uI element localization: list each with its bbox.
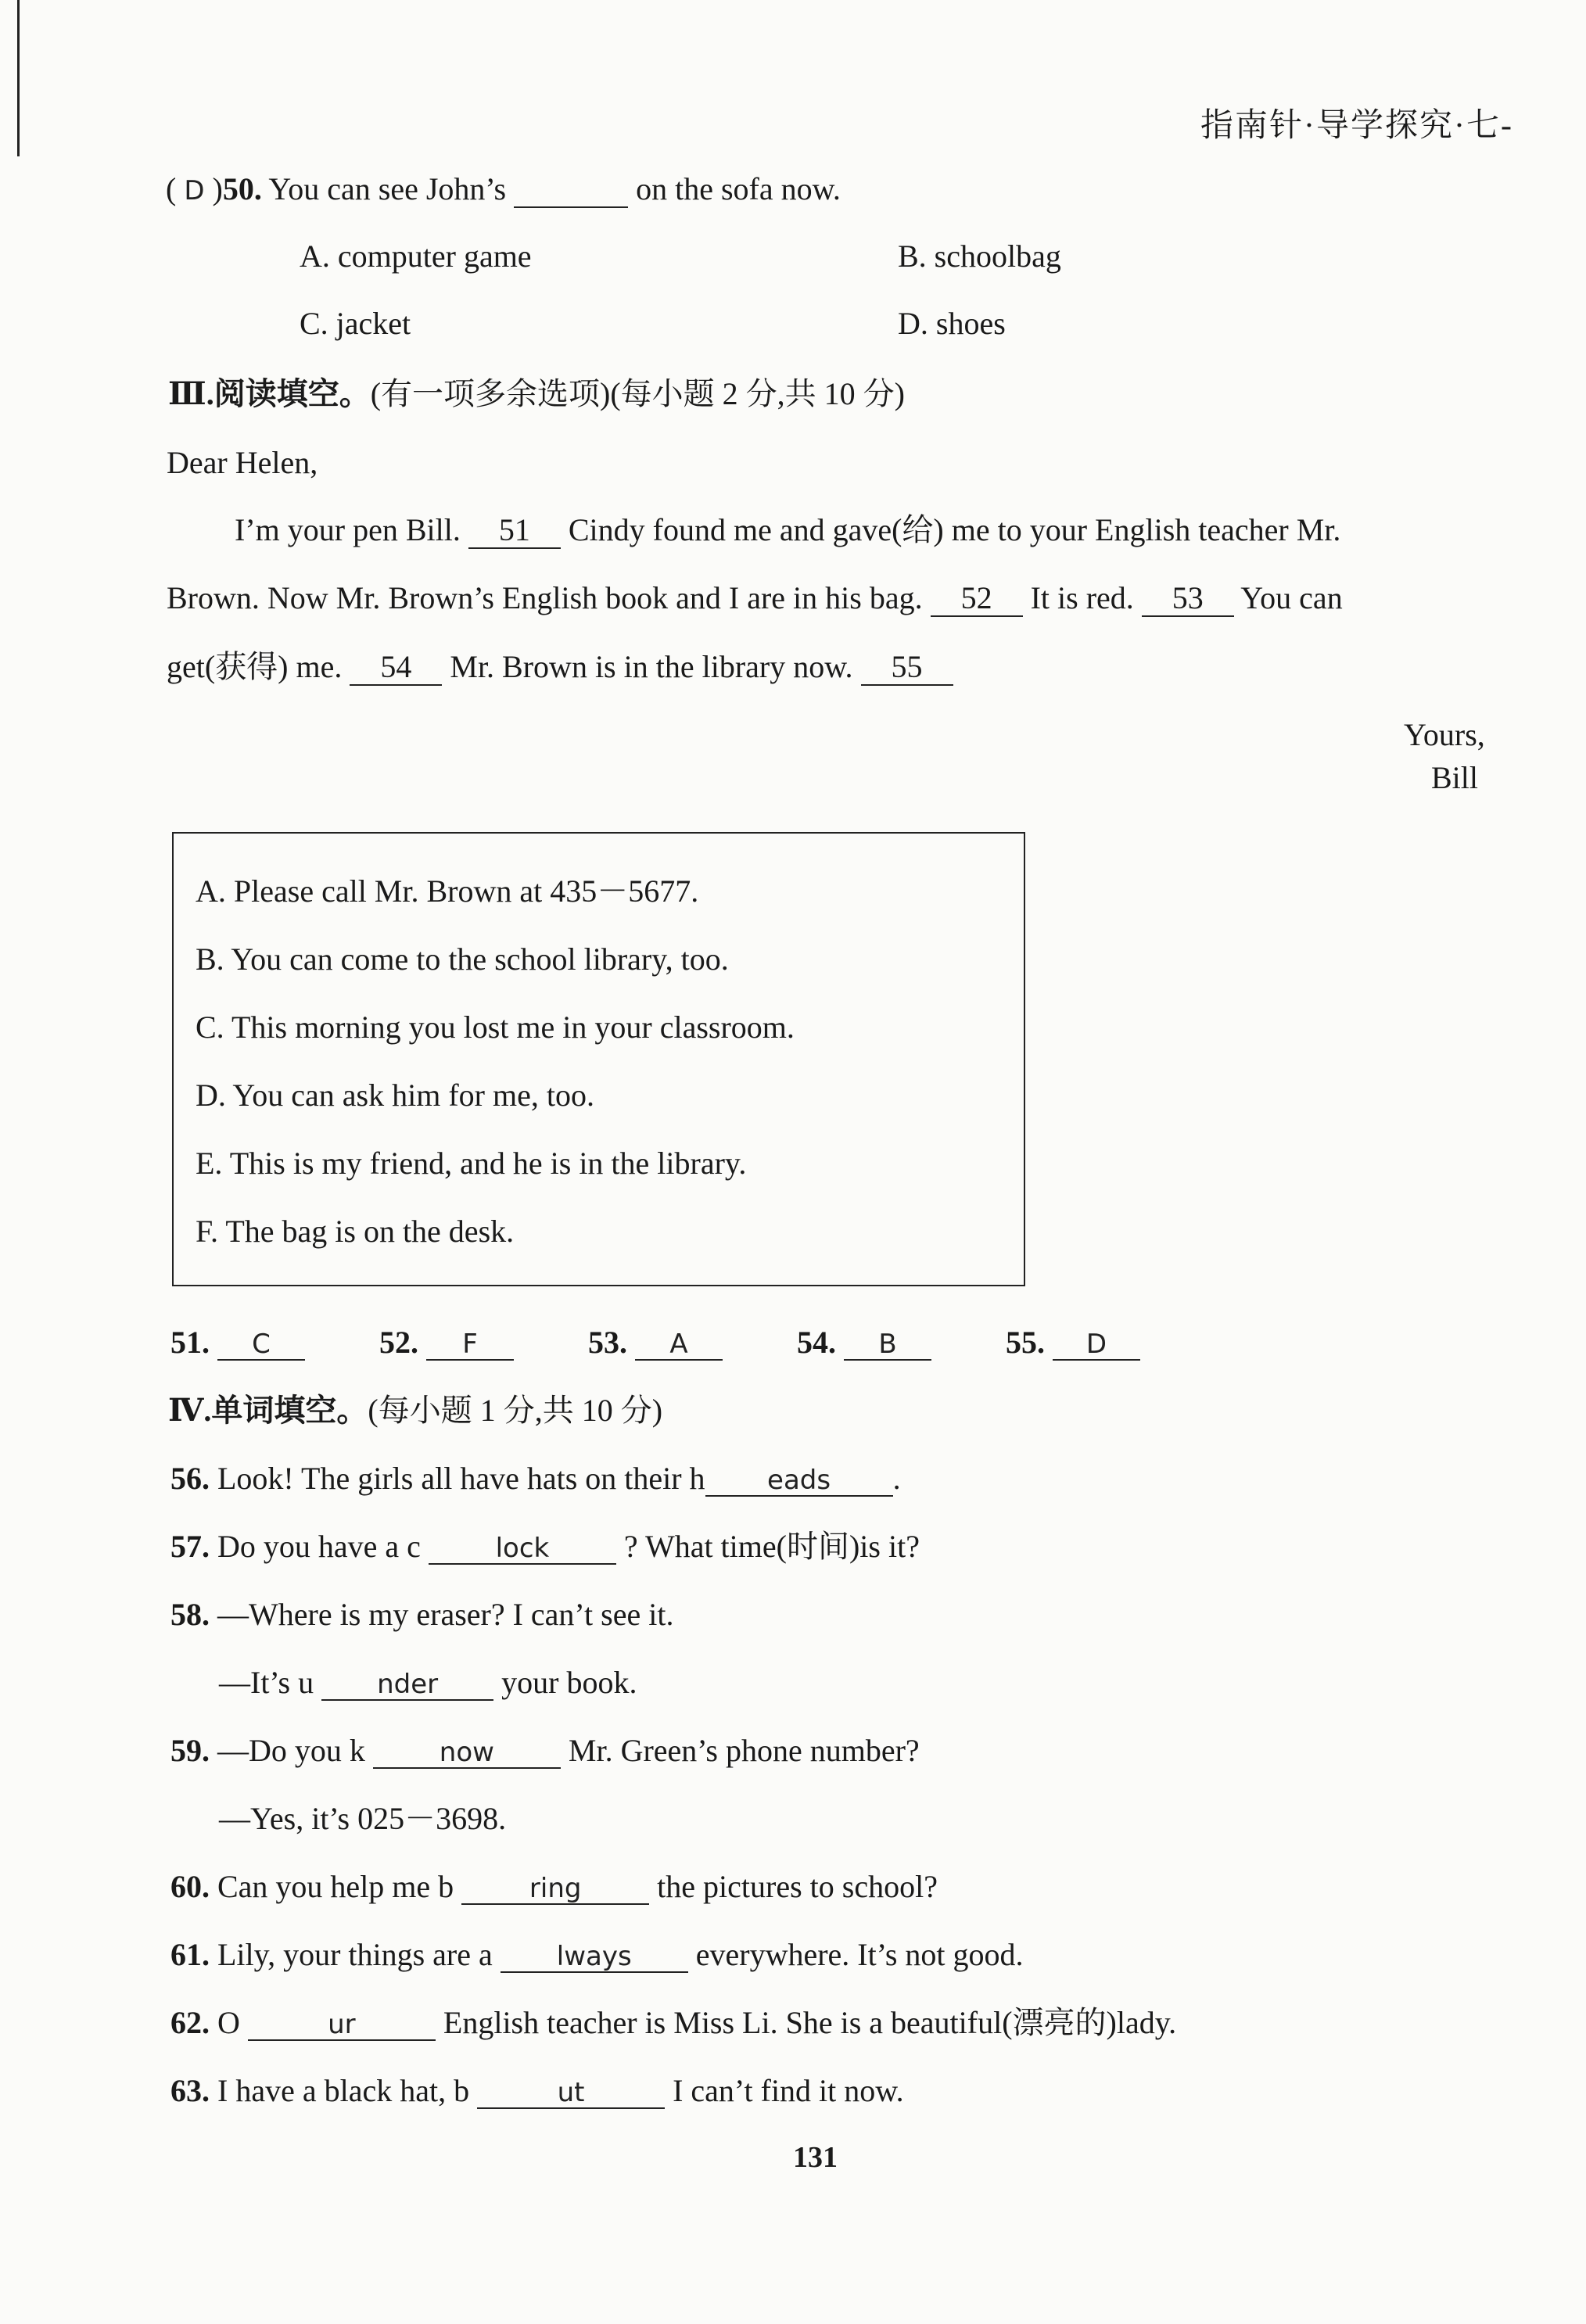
question-text: English teacher is Miss Li. She is a beautiful(漂亮的)lady. [443,2005,1177,2040]
q50-option-a: A. computer game [300,238,532,274]
question-61 [170,1939,1024,1973]
question-text: —Do you k [217,1733,365,1768]
section-4-note: (每小题 1 分,共 10 分) [368,1393,663,1428]
blank-54: 54 [350,651,442,686]
section-3-heading [168,378,905,410]
question-text: Do you have a c [217,1529,421,1564]
answer-54 [797,1327,931,1361]
question-text: ? What time(时间)is it? [623,1529,920,1564]
section-4-heading [168,1395,662,1426]
binding-rule [17,0,20,156]
question-57 [170,1531,920,1565]
question-58 [170,1599,673,1630]
question-text: . [892,1461,901,1496]
answer-number: 52. [379,1325,418,1360]
page-header: 指南针·导学探究·七- [1200,108,1513,144]
option-a: A. Please call Mr. Brown at 435－5677. [196,873,699,909]
fill-blank: nder [321,1671,493,1701]
answer-number: 51. [170,1325,210,1360]
question-number: 50. [222,171,262,206]
letter-text: I’m your pen Bill. [235,512,461,547]
answer-55 [1006,1327,1140,1361]
letter-text: Brown. Now Mr. Brown’s English book and I are in his bag. [167,580,923,615]
letter-line-1 [235,512,1341,549]
answer-52 [379,1327,514,1361]
answer-value: C [217,1331,305,1361]
question-number: 63. [170,2073,210,2108]
fill-blank: ur [248,2011,436,2041]
question-text: everywhere. It’s not good. [695,1937,1024,1972]
question-text: I can’t find it now. [673,2073,904,2108]
answer-number: 53. [588,1325,627,1360]
letter-text: get(获得) me. [167,649,343,684]
option-e: E. This is my friend, and he is in the library. [196,1146,747,1181]
question-text: —It’s u [219,1665,314,1700]
q50-blank [514,174,628,208]
answer-value: A [635,1331,723,1361]
question-62 [170,2007,1176,2041]
blank-52: 52 [931,583,1023,617]
letter-line-3 [167,651,953,686]
letter-greeting: Dear Helen, [167,445,318,480]
question-text: I have a black hat, b [217,2073,470,2108]
question-number: 60. [170,1869,210,1904]
fill-blank: eads [705,1467,893,1497]
option-d: D. You can ask him for me, too. [196,1078,594,1113]
question-text: Mr. Green’s phone number? [568,1733,920,1768]
answer-number: 55. [1006,1325,1045,1360]
fill-blank: ut [477,2079,665,2109]
answer-53 [588,1327,723,1361]
letter-closing: Yours, [1404,717,1485,752]
question-63 [170,2075,904,2109]
question-59-reply: —Yes, it’s 025－3698. [219,1801,507,1836]
question-text: Look! The girls all have hats on their h [217,1461,705,1496]
blank-53: 53 [1142,583,1234,617]
blank-55: 55 [861,651,953,686]
question-text: Lily, your things are a [217,1937,493,1972]
question-number: 61. [170,1937,210,1972]
question-60 [170,1871,938,1905]
q50-option-c: C. jacket [300,306,411,341]
fill-blank: now [373,1739,561,1769]
question-number: 59. [170,1733,210,1768]
option-f: F. The bag is on the desk. [196,1214,515,1249]
answer-value: D [1053,1331,1140,1361]
fill-blank: ring [461,1875,649,1905]
answer-value: F [426,1331,514,1361]
option-b: B. You can come to the school library, too. [196,941,729,977]
section-4-title: Ⅳ.单词填空。 [168,1393,368,1428]
letter-text: Cindy found me and gave(给) me to your English teacher Mr. [568,512,1341,547]
question-text: —Where is my eraser? I can’t see it. [217,1597,674,1632]
letter-text: You can [1240,580,1343,615]
question-number: 62. [170,2005,210,2040]
question-text: O [217,2005,240,2040]
fill-blank: lways [501,1943,688,1973]
letter-signature: Bill [1431,760,1479,795]
q50-stem-end: on the sofa now. [636,171,841,206]
letter-line-2 [167,580,1343,617]
question-59 [170,1735,920,1769]
q50-option-b: B. schoolbag [898,238,1061,274]
answer-50: D [184,175,205,206]
question-56 [170,1463,901,1497]
section-3-title: Ⅲ.阅读填空。 [168,376,371,411]
page-number: 131 [793,2141,838,2174]
question-text: Can you help me b [217,1869,454,1904]
answer-value: B [844,1331,931,1361]
section-3-note: (有一项多余选项)(每小题 2 分,共 10 分) [370,376,905,411]
question-number: 56. [170,1461,210,1496]
question-text: your book. [501,1665,637,1700]
question-text: the pictures to school? [657,1869,938,1904]
question-number: 57. [170,1529,210,1564]
option-c: C. This morning you lost me in your classroom. [196,1010,795,1045]
question-50: ( D )50. You can see John’s on the sofa now. [166,171,841,206]
question-58-reply [219,1667,637,1701]
answer-51 [170,1327,305,1361]
letter-text: It is red. [1030,580,1134,615]
letter-text: Mr. Brown is in the library now. [450,649,853,684]
q50-option-d: D. shoes [898,306,1006,341]
blank-51: 51 [468,515,561,549]
answer-number: 54. [797,1325,836,1360]
q50-stem: You can see John’s [268,171,507,206]
question-number: 58. [170,1597,210,1632]
fill-blank: lock [429,1535,616,1565]
